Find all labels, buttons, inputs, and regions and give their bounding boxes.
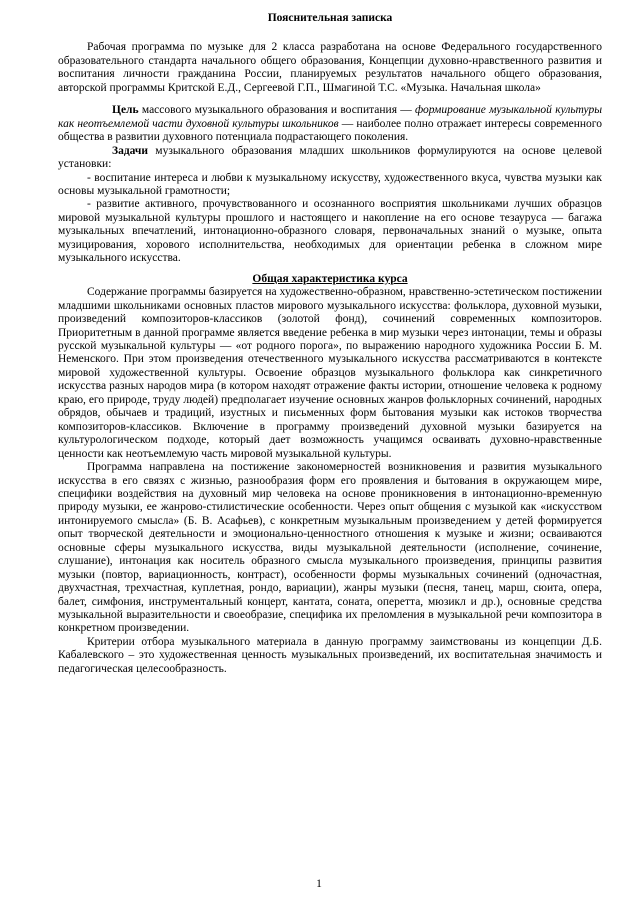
goal-label: Цель [112,104,139,117]
page-title: Пояснительная записка [267,12,393,24]
intro-paragraph: Рабочая программа по музыке для 2 класса разработана на основе Федерального государственного образовательного стандарта начального общего образования, Концепции духовно-нравственного развития и воспитания личности гражданина России, планируемых результатов начального общего образования, авторской программы Критской Е.Д., Сергеевой Г.П., Шмагиной Т.С. «Музыка. Начальная школа» [58,41,602,94]
content-paragraph-1: Содержание программы базируется на художественно-образном, нравственно-эстетическом постижении младшими школьниками основных пластов мирового музыкального искусства: фольклора, духовной музыки, произведений композиторов-классиков (золотой фонд), сочинений современных композиторов. Приоритетным в данной программе является введение ребенка в мир музыки через интонации, темы и образы русской музыкальной культуры — «от родного порога», по выражению народного художника России Б. М. Неменского. При этом произведения отечественного музыкального искусства рассматриваются в контексте мировой художественной культуры. Освоение образцов музыкального фольклора как синкретичного искусства разных народов мира (в котором находят отражение факты истории, отношение человека к родному краю, его природе, труду людей) предполагает изучение основных жанров фольклорных сочинений, народных обрядов, обычаев и традиций, изустных и письменных форм бытования музыки как истоков творчества композиторов-классиков. Включение в программу произведений духовной музыки базируется на культурологическом подходе, который дает возможность учащимся осваивать духовно-нравственные ценности как неотъемлемую часть мировой музыкальной культуры. [58,286,602,460]
document-body [58,12,602,676]
goal-emphasis: формирование музыкальной культуры как неотъемлемой части духовной культуры школьников [58,104,602,130]
tasks-label: Задачи [112,144,149,157]
page-number: 1 [316,878,322,890]
task-item-2: - развитие активного, прочувствованного и осознанного восприятия школьниками лучших образцов мировой музыкальной культуры прошлого и настоящего и накопление на его основе тезауруса — багажа музыкальных впечатлений, интонационно-образного словаря, первоначальных знаний о музыке, опыта музицирования, хорового исполнительства, необходимых для ориентации ребенка в сложном мире музыкального искусства. [58,198,602,265]
tasks-text: музыкального образования младших школьников формулируются на основе целевой установки: [58,144,602,171]
goal-paragraph [58,104,602,144]
section-title: Общая характеристика курса [252,272,408,285]
goal-text-b: — наиболее полно отражает интересы современного общества в развитии духовного потенциала подрастающего поколения. [58,117,602,144]
task-item-1: - воспитание интереса и любви к музыкальному искусству, художественного вкуса, чувства музыки как основы музыкальной грамотности; [58,171,602,197]
goal-text-a: массового музыкального образования и воспитания — [138,104,416,117]
tasks-paragraph [58,145,602,172]
content-paragraph-2: Программа направлена на постижение закономерностей возникновения и развития музыкального искусства в его связях с жизнью, разнообразия форм его проявления и бытования в окружающем мире, специфики воздействия на духовный мир человека на основе проникновения в интонационно-временную природу музыки, ее жанрово-стилистические особенности. Через опыт общения с музыкой как «искусством интонируемого смысла» (Б. В. Асафьев), с конкретным музыкальным произведением у детей формируется опыт творческой деятельности и эмоционально-ценностного отношения к музыке и жизни; осваиваются основные сферы музыкального искусства, виды музыкальной деятельности (исполнение, сочинение, слушание), интонация как носитель образного смысла музыкального произведения, принципы развития музыки (повтор, вариационность, контраст), особенности формы музыкальных сочинений (одночастная, двухчастная, трехчастная, куплетная, рондо, вариации), жанры музыки (песня, танец, марш, сюита, опера, балет, симфония, инструментальный концерт, кантата, соната, оперетта, мюзикл и др.), основные средства музыкальной выразительности и своеобразие, специфика их преломления в музыкальной речи композитора в конкретном произведении. [58,461,602,635]
content-paragraph-3: Критерии отбора музыкального материала в данную программу заимствованы из концепции Д.Б. Кабалевского – это художественная ценность музыкальных произведений, их воспитательная значимость и педагогическая целесообразность. [58,635,602,675]
